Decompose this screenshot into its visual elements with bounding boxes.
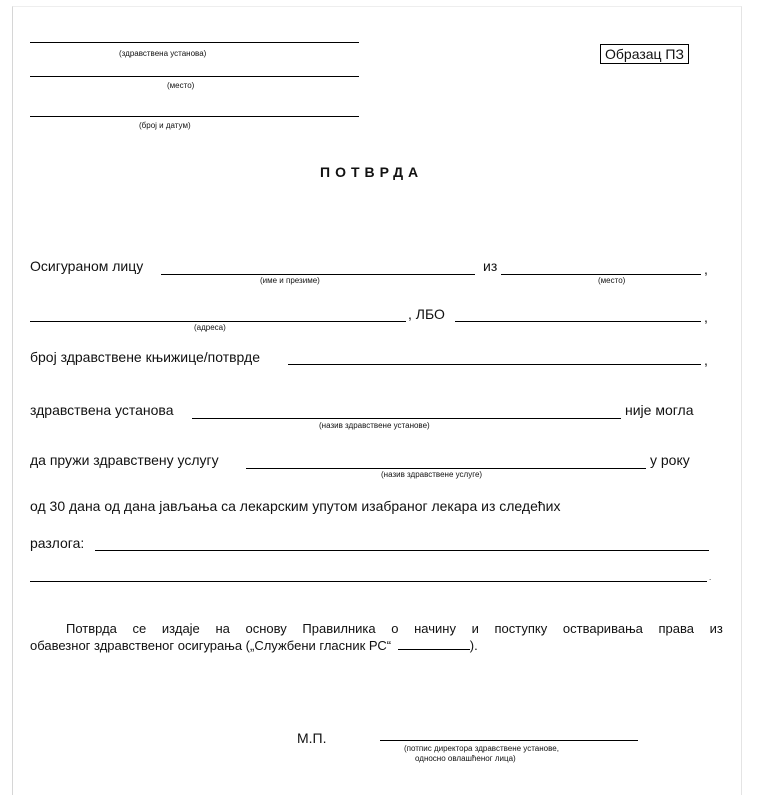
reason-sentence: од 30 дана од дана јављања са лекарским упутом изабраног лекара из следећих xyxy=(30,498,561,514)
document-page xyxy=(12,6,742,795)
seal-label: М.П. xyxy=(297,730,327,746)
address-line xyxy=(30,321,406,322)
signature-line xyxy=(380,740,638,741)
paragraph-word: из xyxy=(709,621,723,636)
paragraph-word: на xyxy=(215,621,230,636)
institution-line xyxy=(30,42,359,43)
gazette-end: ). xyxy=(469,638,478,653)
paragraph-word: се xyxy=(132,621,147,636)
document-title: ПОТВРДА xyxy=(320,164,424,180)
row1-comma: , xyxy=(704,261,708,277)
institution-name-line xyxy=(192,418,621,419)
row2-comma: , xyxy=(704,309,708,325)
reasons-line-1 xyxy=(95,550,709,551)
end-dot: . xyxy=(709,573,712,582)
paragraph-line-1 xyxy=(30,620,723,637)
institution-caption: (здравствена установа) xyxy=(119,49,207,58)
paragraph-word: начину xyxy=(414,621,456,636)
signature-caption-1: (потпис директора здравствене установе, xyxy=(404,744,559,753)
place-field-line xyxy=(501,274,701,275)
paragraph-word: основу xyxy=(245,621,287,636)
signature-caption-2: односно овлашћеног лица) xyxy=(415,754,516,763)
address-caption: (адреса) xyxy=(194,323,226,332)
paragraph-word: права xyxy=(658,621,694,636)
reasons-line-2 xyxy=(30,581,707,582)
from-label: из xyxy=(483,258,498,274)
row3-comma: , xyxy=(704,352,708,368)
paragraph-word: издаје xyxy=(161,621,200,636)
paragraph-word: и xyxy=(471,621,479,636)
gazette-number-blank xyxy=(398,637,470,650)
lbo-line xyxy=(455,321,701,322)
place-caption: (место) xyxy=(167,81,195,90)
could-not-label: није могла xyxy=(625,402,694,418)
paragraph-word: о xyxy=(391,621,399,636)
name-caption: (име и презиме) xyxy=(260,276,320,285)
service-name-caption: (назив здравствене услуге) xyxy=(381,470,483,479)
paragraph-word: поступку xyxy=(494,621,548,636)
service-label: да пружи здравствену услугу xyxy=(30,452,219,468)
place-field-caption: (место) xyxy=(598,276,626,285)
insured-label: Осигураном лицу xyxy=(30,258,144,274)
number-date-line xyxy=(30,116,359,117)
form-label-box: Образац ПЗ xyxy=(600,44,689,64)
place-line xyxy=(30,76,359,77)
paragraph-word: Потврда xyxy=(66,621,117,636)
booklet-line xyxy=(288,364,701,365)
reasons-label: разлога: xyxy=(30,535,85,551)
booklet-label: број здравствене књижице/потврде xyxy=(30,349,260,365)
number-date-caption: (број и датум) xyxy=(139,121,191,130)
paragraph-word: Правилника xyxy=(302,621,376,636)
service-name-line xyxy=(246,468,646,469)
institution-label: здравствена установа xyxy=(30,402,174,418)
paragraph-line-2 xyxy=(30,637,723,654)
deadline-label: у року xyxy=(650,452,690,468)
lbo-label: , ЛБО xyxy=(408,306,445,322)
institution-name-caption: (назив здравствене установе) xyxy=(319,421,430,430)
legal-paragraph xyxy=(30,620,723,654)
name-line xyxy=(161,274,475,275)
gazette-text: обавезног здравственог осигурања („Службени гласник РС“ xyxy=(30,638,392,653)
paragraph-word: остваривања xyxy=(562,621,643,636)
